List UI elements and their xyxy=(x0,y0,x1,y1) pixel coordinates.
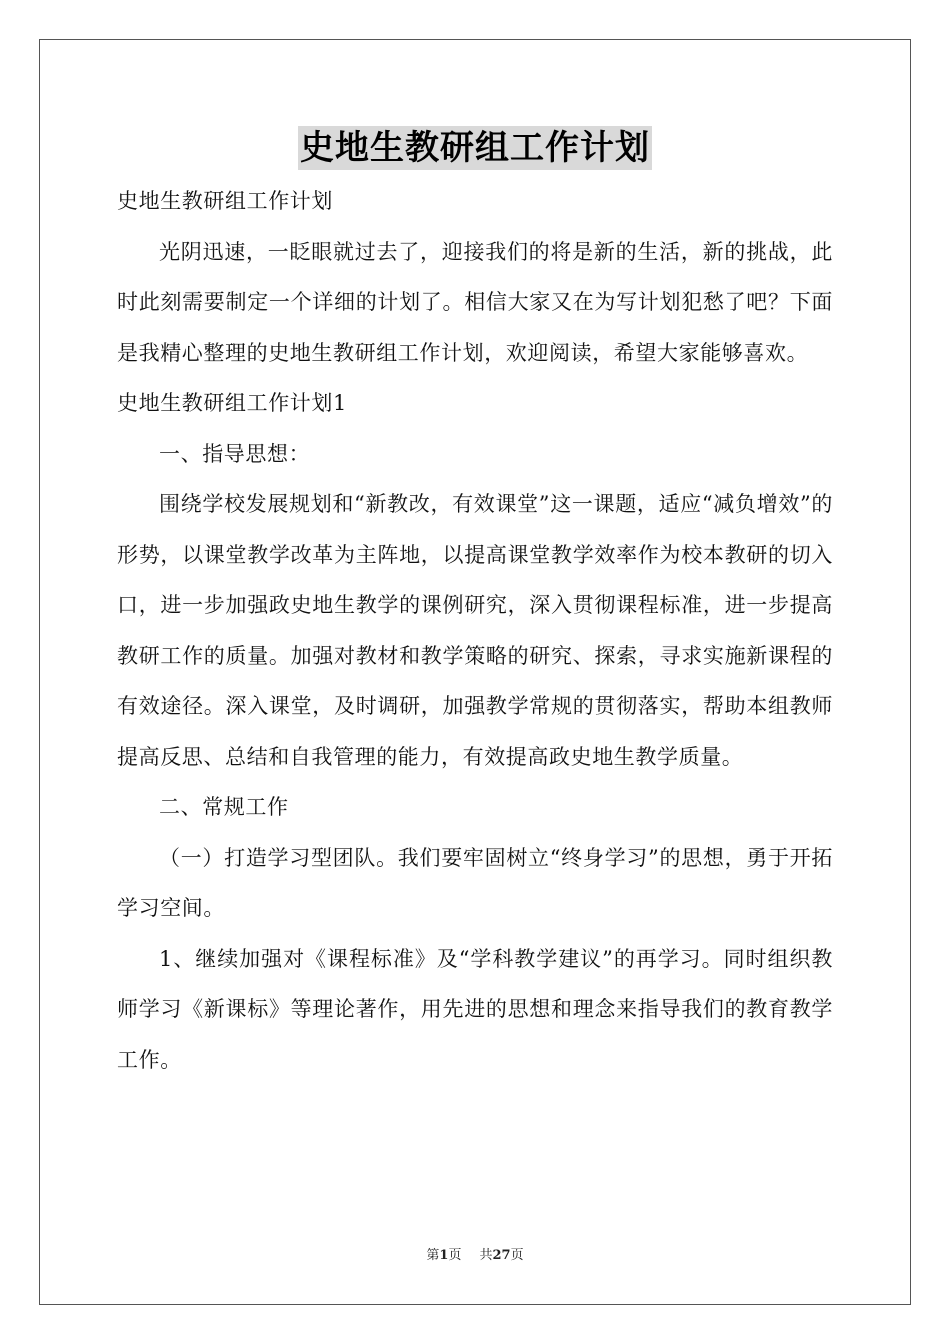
page-prefix: 第 xyxy=(426,1248,440,1263)
page-suffix: 页 xyxy=(448,1248,462,1263)
document-title: 史地生教研组工作计划 xyxy=(300,128,650,168)
title-container xyxy=(0,126,950,170)
page-total: 27 xyxy=(492,1248,511,1263)
document-body xyxy=(117,176,833,1085)
section-heading: 史地生教研组工作计划1 xyxy=(117,391,347,415)
guiding-ideology-heading: 一、指导思想： xyxy=(159,441,311,466)
page-footer xyxy=(0,1244,950,1263)
total-prefix: 共 xyxy=(479,1248,493,1263)
routine-work-heading: 二、常规工作 xyxy=(159,795,289,819)
learning-team-paragraph: （一）打造学习型团队。我们要牢固树立“终身学习”的思想，勇于开拓学习空间。 xyxy=(117,845,833,920)
total-suffix: 页 xyxy=(510,1248,524,1263)
intro-paragraph: 光阴迅速，一眨眼就过去了，迎接我们的将是新的生活，新的挑战，此时此刻需要制定一个详细的计划了。相信大家又在为写计划犯愁了吧？下面是我精心整理的史地生教研组工作计划，欢迎阅读，希望大家能够喜欢。 xyxy=(117,239,833,365)
guiding-ideology-paragraph: 围绕学校发展规划和“新教改，有效课堂”这一课题，适应“减负增效”的形势，以课堂教学改革为主阵地，以提高课堂教学效率作为校本教研的切入口，进一步加强政史地生教学的课例研究，深入贯彻课程标准，进一步提高教研工作的质量。加强对教材和教学策略的研究、探索，寻求实施新课程的有效途径。深入课堂，及时调研，加强教学常规的贯彻落实，帮助本组教师提高反思、总结和自我管理的能力，有效提高政史地生教学质量。 xyxy=(117,492,833,769)
page-current: 1 xyxy=(439,1248,449,1263)
curriculum-study-paragraph: 1、继续加强对《课程标准》及“学科教学建议”的再学习。同时组织教师学习《新课标》等理论著作，用先进的思想和理念来指导我们的教育教学工作。 xyxy=(117,946,833,1072)
subtitle-paragraph: 史地生教研组工作计划 xyxy=(117,189,333,213)
